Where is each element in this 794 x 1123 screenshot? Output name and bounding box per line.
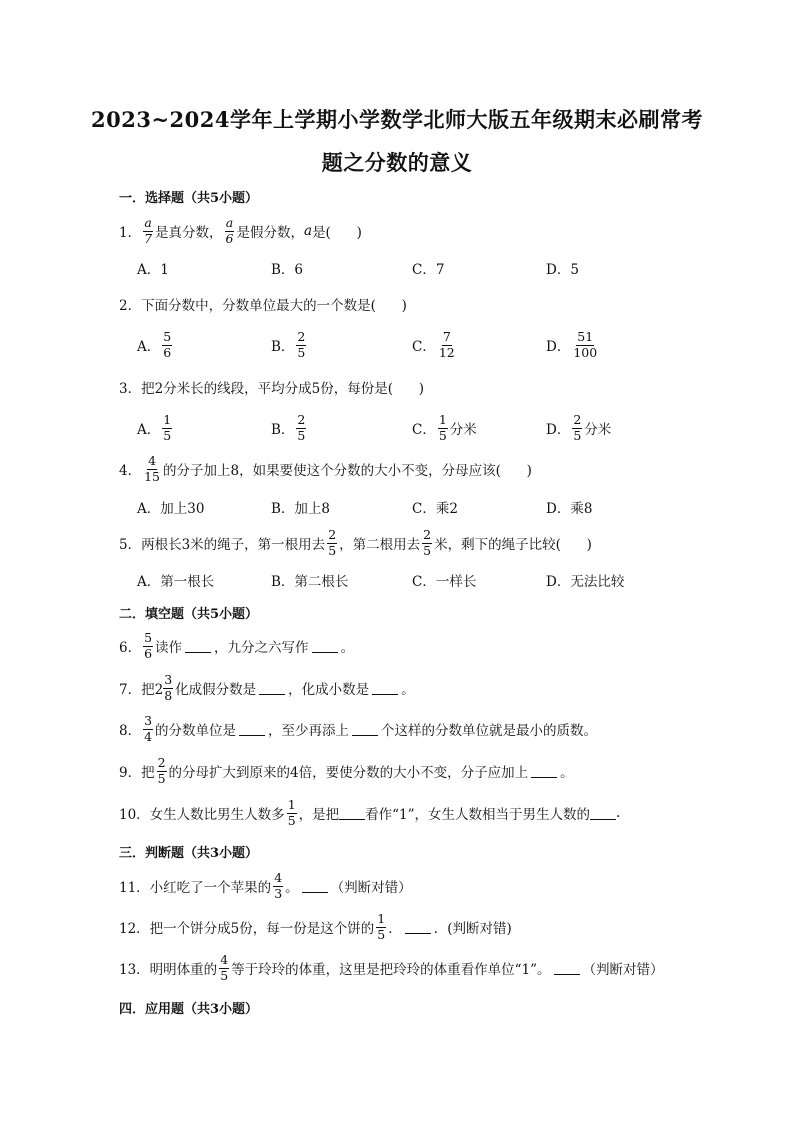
option-b[interactable]: B．第二根长 bbox=[271, 574, 349, 590]
question-3: 3．把2分米长的线段，平均分成5份，每份是( ) bbox=[119, 381, 425, 397]
fraction: $\frac{3}{4}$ bbox=[144, 713, 153, 744]
fraction: $\frac{1}{5}$ bbox=[438, 412, 447, 443]
fraction: $\frac{5}{6}$ bbox=[144, 630, 153, 661]
question-2: 2．下面分数中，分数单位最大的一个数是( ) bbox=[119, 298, 407, 314]
fraction: $\frac{a}{6}$ bbox=[225, 215, 234, 246]
answer-blank[interactable] bbox=[302, 880, 328, 893]
question-4: 4． $\frac{4}{15}$ 的分子加上8，如果要使这个分数的大小不变，分母应该( ) bbox=[119, 453, 532, 484]
section-heading-judge: 三．判断题（共3小题） bbox=[119, 846, 259, 861]
section-heading-choice: 一．选择题（共5小题） bbox=[119, 191, 259, 206]
question-number: 1． bbox=[119, 225, 142, 241]
fraction: $\frac{2}{5}$ bbox=[157, 755, 166, 786]
variable: a bbox=[304, 223, 313, 239]
answer-blank[interactable] bbox=[405, 921, 431, 934]
options-q4 bbox=[137, 487, 757, 527]
section-heading-fill: 二．填空题（共5小题） bbox=[119, 607, 259, 622]
answer-blank[interactable] bbox=[372, 682, 398, 695]
fraction: $\frac{2}{5}$ bbox=[423, 527, 432, 558]
question-8: 8． $\frac{3}{4}$ 的分数单位是 ，至少再添上 个这样的分数单位就是最小的质数。 bbox=[119, 713, 598, 744]
answer-blank[interactable] bbox=[339, 807, 365, 820]
option-b[interactable]: B．加上8 bbox=[271, 501, 331, 517]
option-d[interactable]: D．5 bbox=[546, 262, 579, 278]
answer-blank[interactable] bbox=[554, 962, 580, 975]
option-c[interactable]: C． $\frac{1}{5}$ 分米 bbox=[412, 412, 477, 443]
option-c[interactable]: C．一样长 bbox=[412, 574, 477, 590]
fraction: $\frac{2}{5}$ bbox=[328, 527, 337, 558]
answer-blank[interactable] bbox=[239, 723, 265, 736]
option-a[interactable]: A．加上30 bbox=[137, 501, 205, 517]
option-d[interactable]: D． $\frac{2}{5}$ 分米 bbox=[546, 412, 612, 443]
fraction: $\frac{4}{3}$ bbox=[274, 870, 283, 901]
fraction: $\frac{2}{5}$ bbox=[297, 329, 306, 360]
question-11: 11．小红吃了一个苹果的 $\frac{4}{3}$ 。 （判断对错） bbox=[119, 870, 412, 901]
fraction: $\frac{3}{8}$ bbox=[164, 672, 173, 703]
fraction: $\frac{4}{5}$ bbox=[220, 952, 229, 983]
answer-blank[interactable] bbox=[312, 640, 338, 653]
option-d[interactable]: D． $\frac{51}{100}$ bbox=[546, 329, 598, 360]
fraction: $\frac{a}{7}$ bbox=[144, 215, 153, 246]
answer-blank[interactable] bbox=[590, 807, 616, 820]
fraction: $\frac{51}{100}$ bbox=[573, 329, 598, 360]
options-q5 bbox=[137, 560, 757, 600]
answer-blank[interactable] bbox=[185, 640, 211, 653]
options-q1 bbox=[137, 248, 757, 288]
question-6: 6． $\frac{5}{6}$ 读作 ，九分之六写作 。 bbox=[119, 630, 355, 661]
options-q2 bbox=[137, 325, 757, 365]
question-10: 10．女生人数比男生人数多 $\frac{1}{5}$ ，是把 看作“1”，女生人数相当于男生人数的 . bbox=[119, 797, 621, 828]
option-a[interactable]: A．1 bbox=[137, 262, 169, 278]
option-a[interactable]: A．第一根长 bbox=[137, 574, 215, 590]
option-b[interactable]: B． $\frac{2}{5}$ bbox=[271, 329, 306, 360]
option-a[interactable]: A． $\frac{5}{6}$ bbox=[137, 329, 172, 360]
section-heading-application: 四．应用题（共3小题） bbox=[119, 1002, 259, 1017]
option-c[interactable]: C． $\frac{7}{12}$ bbox=[412, 329, 455, 360]
question-7: 7．把2 $\frac{3}{8}$ 化成假分数是 ，化成小数是 。 bbox=[119, 672, 415, 703]
option-c[interactable]: C．乘2 bbox=[412, 501, 458, 517]
title-line-2: 题之分数的意义 bbox=[321, 150, 473, 175]
fraction: $\frac{7}{12}$ bbox=[438, 329, 455, 360]
question-text: 是真分数， bbox=[155, 225, 223, 241]
question-5: 5．两根长3米的绳子，第一根用去 $\frac{2}{5}$ ，第二根用去 $\frac{2}{5}$ 米，剩下的绳子比较( ) bbox=[119, 527, 592, 558]
option-b[interactable]: B． $\frac{2}{5}$ bbox=[271, 412, 306, 443]
question-text: 是( ) bbox=[312, 225, 362, 241]
option-d[interactable]: D．乘8 bbox=[546, 501, 593, 517]
option-b[interactable]: B．6 bbox=[271, 262, 304, 278]
fraction: $\frac{2}{5}$ bbox=[297, 412, 306, 443]
question-13: 13．明明体重的 $\frac{4}{5}$ 等于玲玲的体重，这里是把玲玲的体重看作单位“1”。 （判断对错） bbox=[119, 952, 664, 983]
fraction: $\frac{1}{5}$ bbox=[377, 911, 386, 942]
option-d[interactable]: D．无法比较 bbox=[546, 574, 625, 590]
answer-blank[interactable] bbox=[259, 682, 285, 695]
option-a[interactable]: A． $\frac{1}{5}$ bbox=[137, 412, 172, 443]
fraction: $\frac{5}{6}$ bbox=[163, 329, 172, 360]
option-c[interactable]: C．7 bbox=[412, 262, 445, 278]
fraction: $\frac{4}{15}$ bbox=[144, 453, 160, 484]
fraction: $\frac{1}{5}$ bbox=[287, 797, 296, 828]
answer-blank[interactable] bbox=[531, 765, 557, 778]
fraction: $\frac{1}{5}$ bbox=[163, 412, 172, 443]
title-line-1: 2023~2024学年上学期小学数学北师大版五年级期末必刷常考 bbox=[91, 107, 703, 132]
options-q3 bbox=[137, 408, 757, 448]
question-text: 是假分数， bbox=[236, 225, 304, 241]
question-12: 12．把一个饼分成5份，每一份是这个饼的 $\frac{1}{5}$ ． ．(判断对错) bbox=[119, 911, 512, 942]
answer-blank[interactable] bbox=[352, 723, 378, 736]
question-9: 9．把 $\frac{2}{5}$ 的分母扩大到原来的4倍，要使分数的大小不变，分子应加上 。 bbox=[119, 755, 574, 786]
question-1 bbox=[119, 211, 362, 251]
fraction: $\frac{2}{5}$ bbox=[573, 412, 582, 443]
